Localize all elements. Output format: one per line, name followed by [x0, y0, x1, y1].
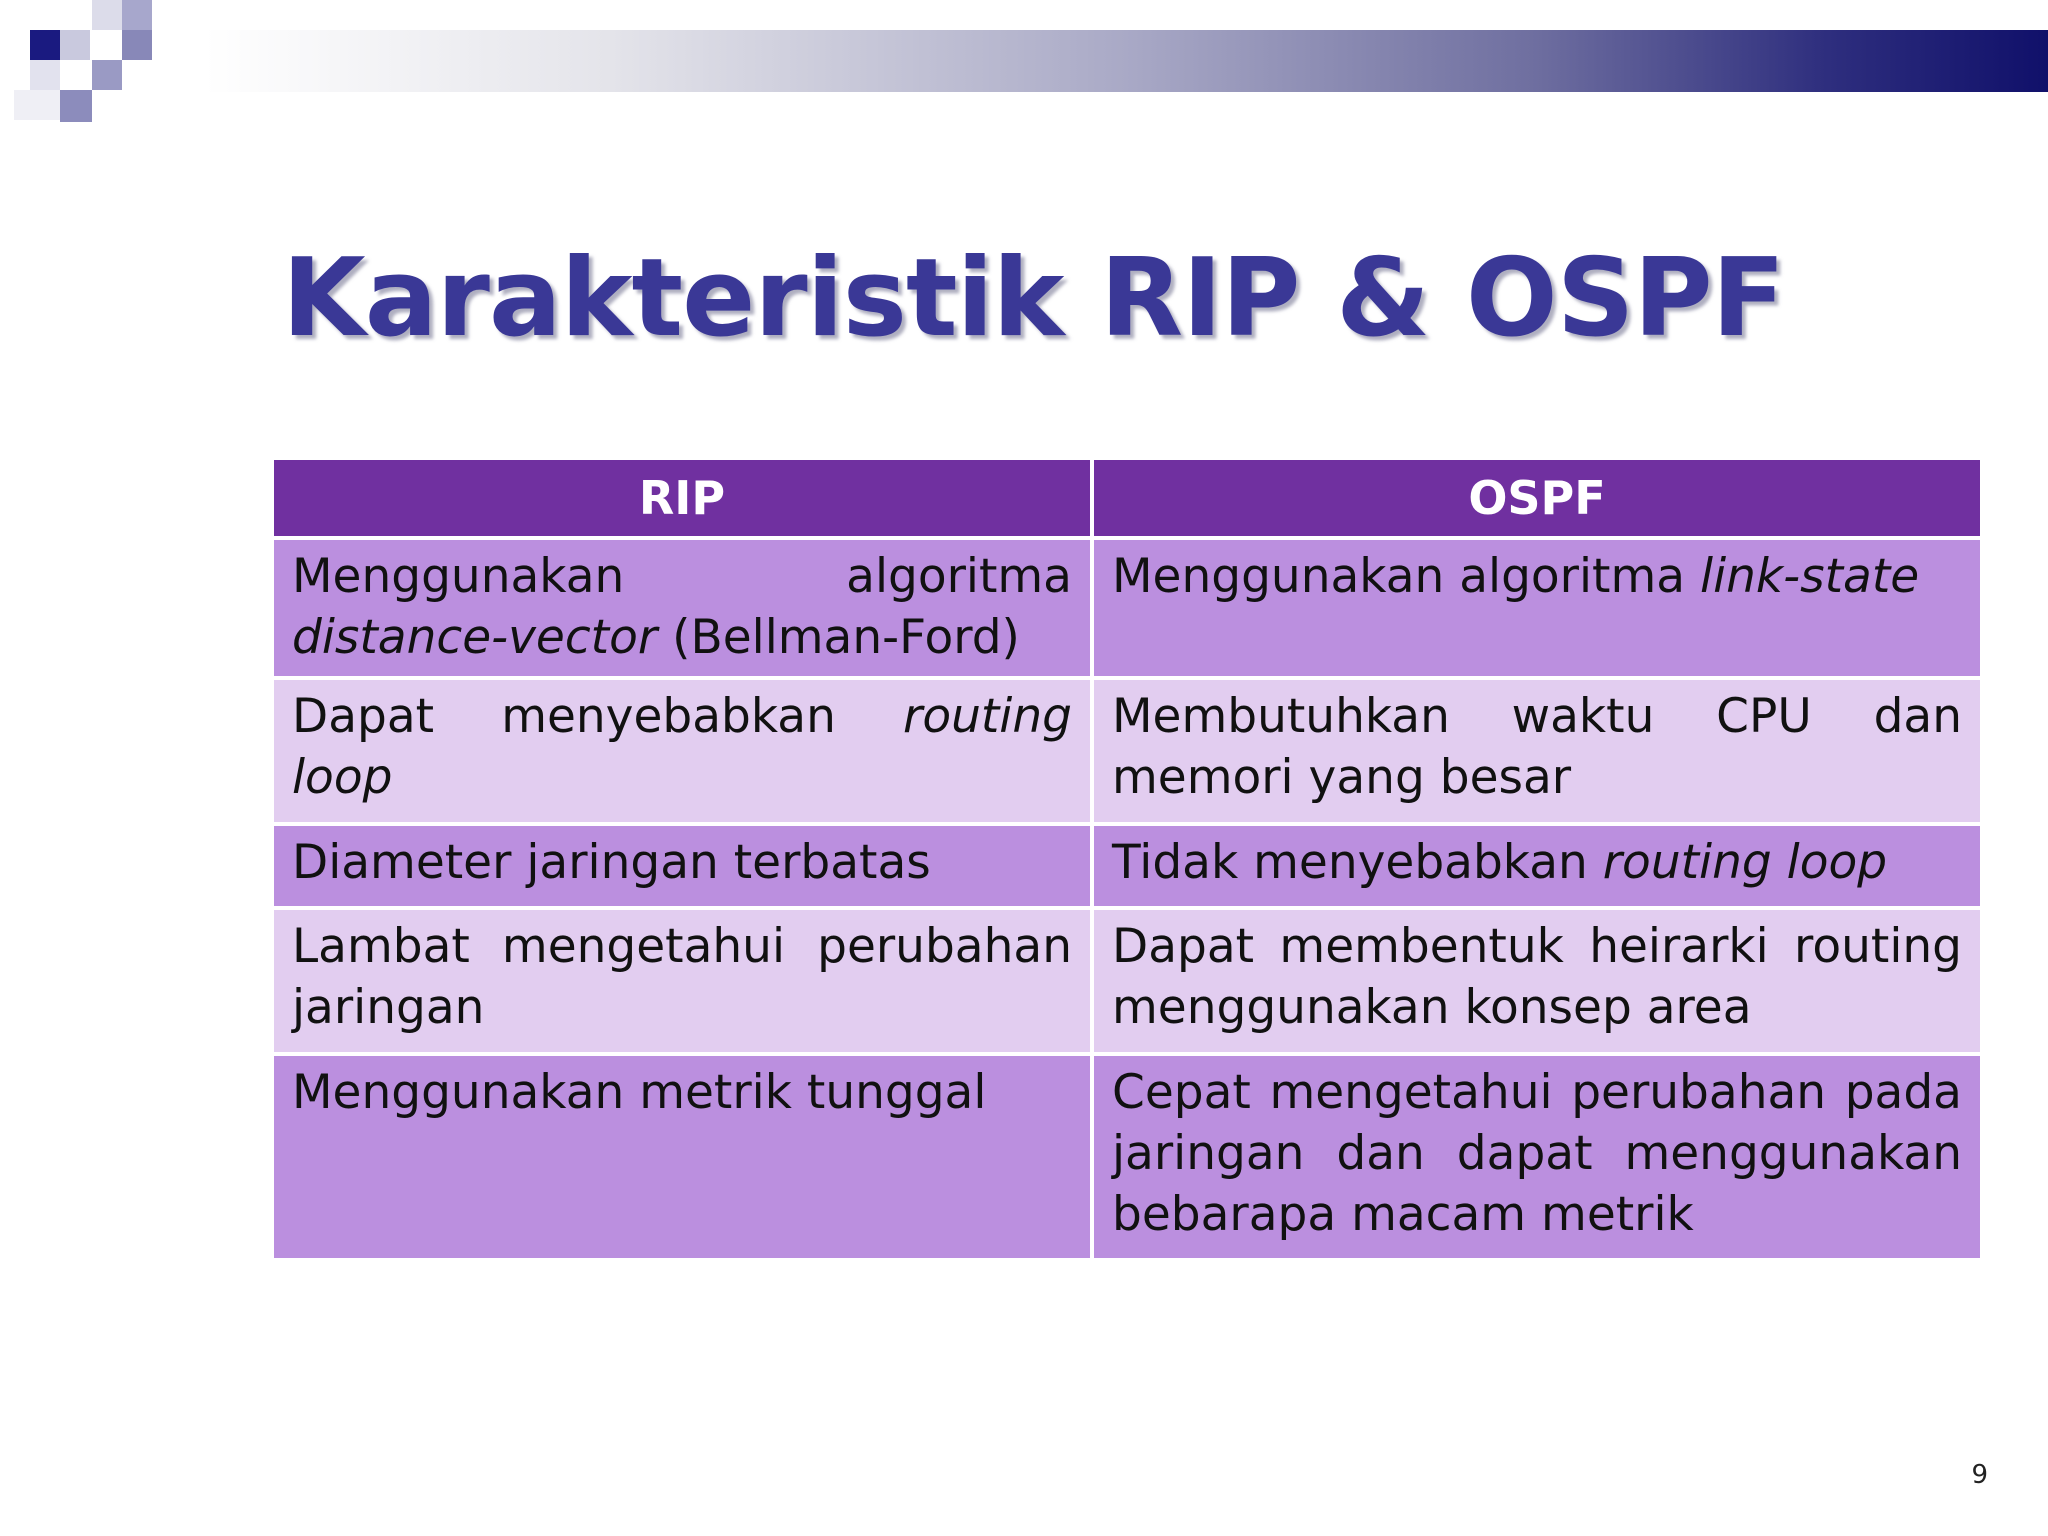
table-row [274, 910, 1980, 1052]
cell-rip: Dapat menyebabkan routing loop [274, 680, 1090, 822]
header-ospf: OSPF [1094, 460, 1980, 536]
cell-ospf: Dapat membentuk heirarki routing menggunakan konsep area [1094, 910, 1980, 1052]
decor-square [122, 0, 152, 30]
table-header-row [274, 460, 1980, 536]
header-gradient-bar [204, 30, 2048, 92]
cell-ospf: Tidak menyebabkan routing loop [1094, 826, 1980, 906]
cell-ospf: Menggunakan algoritma link-state [1094, 540, 1980, 676]
decor-square [30, 60, 60, 90]
decor-square [92, 60, 122, 90]
decor-square [14, 90, 60, 120]
slide-title: Karakteristik RIP & OSPF [282, 236, 1785, 361]
header-rip: RIP [274, 460, 1090, 536]
decor-square [60, 90, 92, 122]
decor-square [30, 30, 60, 60]
cell-rip: Lambat mengetahui perubahan jaringan [274, 910, 1090, 1052]
decor-square [60, 30, 90, 60]
cell-rip: Diameter jaringan terbatas [274, 826, 1090, 906]
table-row [274, 680, 1980, 822]
decor-square [122, 30, 152, 60]
decor-square [92, 0, 122, 30]
cell-rip: Menggunakan metrik tunggal [274, 1056, 1090, 1258]
cell-rip: Menggunakan algoritma distance-vector (Bellman-Ford) [274, 540, 1090, 676]
table-row [274, 1056, 1980, 1258]
page-number: 9 [1971, 1460, 1988, 1490]
table-row [274, 826, 1980, 906]
comparison-table [274, 460, 1980, 1258]
cell-ospf: Cepat mengetahui perubahan pada jaringan dan dapat menggunakan bebarapa macam metrik [1094, 1056, 1980, 1258]
table-row [274, 540, 1980, 676]
cell-ospf: Membutuhkan waktu CPU dan memori yang besar [1094, 680, 1980, 822]
